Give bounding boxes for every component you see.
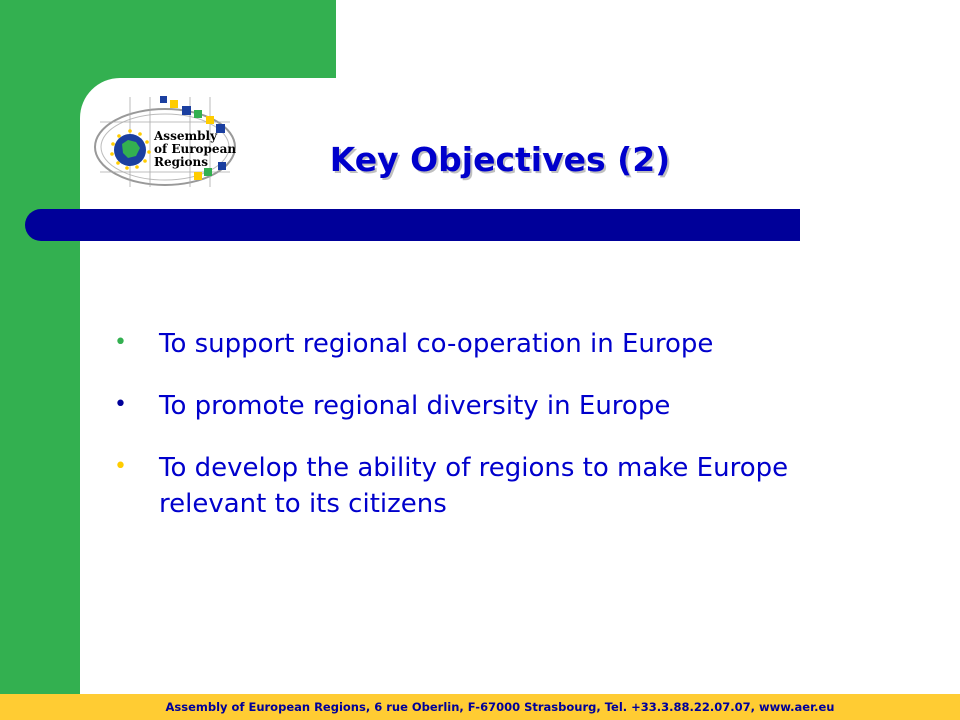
bullet-item (112, 450, 892, 522)
bullet-text: To support regional co-operation in Europe (159, 329, 714, 359)
bullet-item (112, 388, 892, 424)
bullet-dot-icon: • (114, 454, 127, 479)
logo-text-2: of European (154, 142, 237, 156)
bullet-text: To promote regional diversity in Europe (159, 391, 671, 421)
slide-title: Key Objectives (2) (329, 140, 671, 179)
logo-text-1: Assembly (154, 129, 218, 143)
footer-address: Assembly of European Regions, 6 rue Oberlin, F-67000 Strasbourg, Tel. +33.3.88.22.07.07, www.aer.eu (0, 694, 960, 720)
logo-text-3: Regions (154, 155, 209, 169)
bullet-dot-icon: • (114, 392, 127, 417)
bullet-text: To develop the ability of regions to make Europe relevant to its citizens (159, 453, 789, 519)
bullet-list (112, 326, 892, 548)
bullet-dot-icon: • (114, 330, 127, 355)
title-underline-bar (25, 209, 800, 241)
bullet-item (112, 326, 892, 362)
